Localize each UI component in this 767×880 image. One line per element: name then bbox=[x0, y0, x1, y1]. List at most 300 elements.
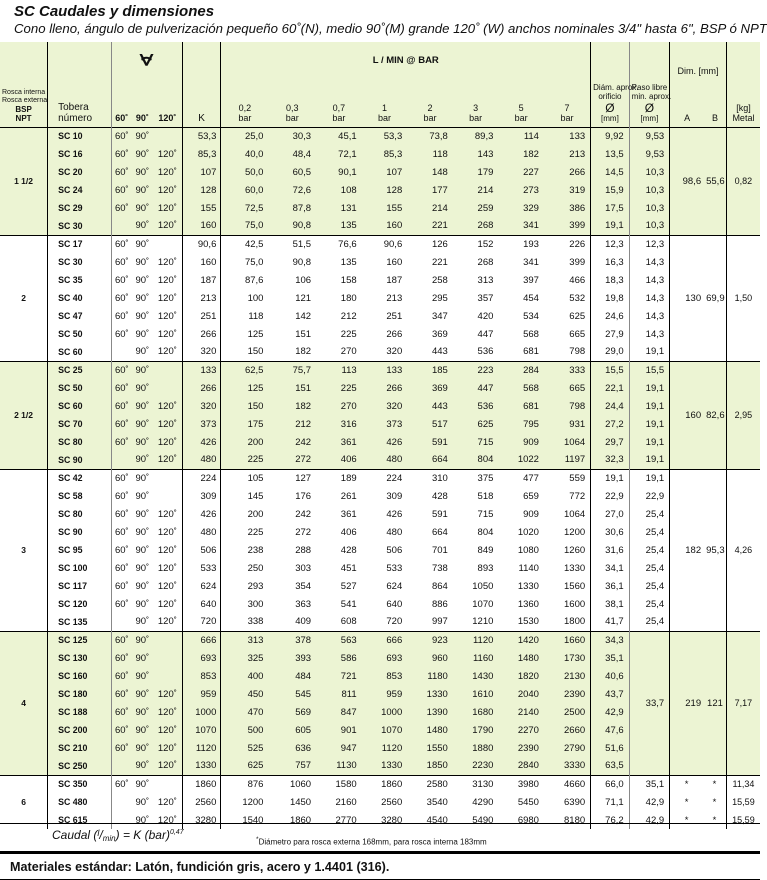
pressure-header: 0,2 bar bbox=[238, 102, 252, 123]
flow-2bar: 4540 bbox=[426, 814, 448, 826]
flow-1bar: 693 bbox=[362, 649, 408, 667]
flow-0-3bar: 182 bbox=[268, 397, 316, 415]
flow-0-3bar: 90,8 bbox=[268, 217, 316, 235]
table-row bbox=[0, 469, 760, 487]
flow-0-2bar: 450 bbox=[221, 685, 269, 703]
flow-0-2bar: 500 bbox=[221, 721, 269, 739]
orifice-diameter: 27,0 bbox=[591, 505, 630, 523]
flow-7bar: 532 bbox=[544, 289, 591, 307]
thread-header bbox=[0, 42, 48, 127]
angle-60: 60˚ bbox=[111, 523, 131, 541]
angle-90: 90˚ bbox=[135, 580, 150, 592]
k-value: 426 bbox=[182, 505, 221, 523]
orifice-diameter: 18,3 bbox=[591, 271, 630, 289]
nozzle-number: SC 30 bbox=[58, 257, 83, 267]
k-header: K bbox=[182, 42, 221, 127]
dim-b: * bbox=[704, 811, 726, 829]
dim-a: 182 bbox=[685, 544, 702, 556]
free-passage: 22,9 bbox=[629, 487, 670, 505]
flow-0-7bar: 1130 bbox=[316, 757, 362, 775]
flow-3bar: 447 bbox=[477, 328, 494, 340]
nozzle-number: SC 250 bbox=[48, 757, 112, 775]
angle-60: 60˚ bbox=[111, 253, 131, 271]
weight: 15,59 bbox=[732, 797, 755, 807]
dim-a: 130 bbox=[685, 292, 702, 304]
angle-60 bbox=[111, 451, 131, 469]
angle-120: 120˚ bbox=[153, 757, 182, 775]
free-passage: 19,1 bbox=[629, 415, 670, 433]
flow-5bar: 397 bbox=[523, 274, 539, 286]
flow-5bar: 1330 bbox=[517, 580, 539, 592]
nozzle-number: SC 210 bbox=[48, 739, 112, 757]
flow-3bar: 893 bbox=[477, 562, 494, 574]
flow-0-7bar: 541 bbox=[340, 598, 357, 610]
flow-1bar: 155 bbox=[362, 199, 408, 217]
flow-7bar: 1197 bbox=[544, 451, 591, 469]
size-group bbox=[0, 631, 760, 775]
diam-label-2: orificio bbox=[598, 91, 622, 101]
free-passage: 19,1 bbox=[629, 379, 670, 397]
angle-120 bbox=[153, 775, 182, 793]
orifice-diameter: 43,7 bbox=[591, 685, 630, 703]
flow-3bar: 2230 bbox=[453, 757, 499, 775]
angle-90: 90˚ bbox=[135, 526, 150, 538]
orifice-diameter: 29,7 bbox=[591, 433, 630, 451]
angle-60: 60˚ bbox=[111, 307, 131, 325]
flow-3bar: 420 bbox=[477, 310, 494, 322]
nozzle-number: SC 95 bbox=[58, 545, 83, 555]
angle-90: 90˚ bbox=[132, 181, 153, 199]
k-value: 85,3 bbox=[182, 145, 221, 163]
flow-5bar: 568 bbox=[498, 379, 544, 397]
flow-3bar: 447 bbox=[453, 379, 499, 397]
angle-120 bbox=[153, 631, 182, 649]
flow-0-2bar: 525 bbox=[221, 739, 269, 757]
flow-2bar: 1550 bbox=[407, 739, 453, 757]
flow-2bar: 428 bbox=[431, 490, 448, 502]
angle-60: 60˚ bbox=[111, 667, 131, 685]
metal-label: Metal bbox=[732, 112, 755, 123]
flow-0-3bar: 569 bbox=[268, 703, 316, 721]
flow-1bar: 128 bbox=[362, 181, 408, 199]
weight: 0,82 bbox=[726, 127, 760, 235]
angle-90: 90˚ bbox=[135, 346, 150, 358]
table-row bbox=[0, 145, 760, 163]
angle-90: 90˚ bbox=[135, 292, 150, 304]
angle-60: 60˚ bbox=[111, 415, 131, 433]
flow-0-7bar: 406 bbox=[316, 451, 362, 469]
size-group bbox=[0, 469, 760, 631]
k-value: 309 bbox=[182, 487, 221, 505]
flow-0-7bar: 2160 bbox=[335, 796, 357, 808]
flow-5bar: 284 bbox=[498, 361, 544, 379]
angle-120: 120˚ bbox=[153, 163, 182, 181]
flow-5bar: 454 bbox=[523, 292, 539, 304]
weight: 4,26 bbox=[734, 545, 753, 555]
flow-0-2bar: 200 bbox=[221, 433, 269, 451]
flow-1bar: 426 bbox=[362, 433, 408, 451]
flow-2bar: 886 bbox=[431, 598, 448, 610]
flow-5bar: 329 bbox=[498, 199, 544, 217]
flow-0-2bar: 470 bbox=[221, 703, 269, 721]
flow-5bar: 6980 bbox=[517, 814, 539, 826]
flow-0-3bar: 545 bbox=[268, 685, 316, 703]
flow-5bar: 1820 bbox=[498, 667, 544, 685]
angle-120 bbox=[153, 235, 182, 253]
flow-0-2bar: 42,5 bbox=[244, 238, 264, 250]
flow-2bar: 369 bbox=[407, 379, 453, 397]
flow-5bar: 2270 bbox=[498, 721, 544, 739]
angle-90: 90˚ bbox=[135, 328, 150, 340]
flow-0-3bar: 127 bbox=[295, 472, 312, 484]
flow-0-3bar: 409 bbox=[295, 616, 312, 628]
flow-0-7bar: 316 bbox=[316, 415, 362, 433]
angle-120 bbox=[153, 469, 182, 487]
diam-unit: [mm] bbox=[601, 113, 619, 123]
flow-7bar: 333 bbox=[544, 361, 591, 379]
flow-0-3bar: 363 bbox=[295, 598, 312, 610]
table-row bbox=[0, 775, 760, 793]
k-value: 480 bbox=[182, 523, 221, 541]
flow-1bar: 266 bbox=[386, 328, 403, 340]
flow-3bar: 313 bbox=[477, 274, 494, 286]
flow-0-7bar: 45,1 bbox=[316, 127, 362, 145]
flow-0-7bar: 947 bbox=[316, 739, 362, 757]
angle-90: 90˚ bbox=[135, 490, 150, 502]
flow-0-2bar: 50,0 bbox=[221, 163, 269, 181]
flow-7bar: 1330 bbox=[544, 559, 591, 577]
flow-0-2bar: 1200 bbox=[242, 796, 264, 808]
angle-120: 120˚ bbox=[153, 793, 182, 811]
orifice-diameter: 22,1 bbox=[591, 379, 630, 397]
flow-1bar: 480 bbox=[386, 526, 403, 538]
flow-0-2bar: 225 bbox=[221, 451, 269, 469]
free-passage: 10,3 bbox=[629, 181, 670, 199]
k-value: 128 bbox=[182, 181, 221, 199]
flow-3bar: 5490 bbox=[472, 814, 494, 826]
flow-7bar: 1600 bbox=[544, 595, 591, 613]
angle-90: 90˚ bbox=[132, 739, 153, 757]
flow-1bar: 251 bbox=[386, 310, 403, 322]
orifice-diameter: 24,4 bbox=[591, 397, 630, 415]
k-value: 251 bbox=[182, 307, 221, 325]
flow-0-2bar: 200 bbox=[247, 508, 264, 520]
angle-90: 90˚ bbox=[135, 310, 150, 322]
flow-0-7bar: 212 bbox=[340, 310, 357, 322]
angle-120: 120˚ bbox=[153, 217, 182, 235]
table-row bbox=[0, 181, 760, 199]
orifice-diameter: 40,6 bbox=[591, 667, 630, 685]
nozzle-number: SC 117 bbox=[58, 581, 87, 591]
table-row bbox=[0, 433, 760, 451]
angle-60: 60˚ bbox=[111, 577, 131, 595]
dim-a: 160 bbox=[670, 361, 704, 469]
orifice-diameter: 12,3 bbox=[591, 235, 630, 253]
angle-60: 60˚ bbox=[111, 703, 131, 721]
free-passage: 12,3 bbox=[629, 235, 670, 253]
table-row bbox=[0, 631, 760, 649]
flow-0-3bar: 51,5 bbox=[292, 238, 312, 250]
table-row bbox=[0, 217, 760, 235]
k-value: 90,6 bbox=[182, 235, 221, 253]
flow-2bar: 1330 bbox=[407, 685, 453, 703]
flow-1bar: 533 bbox=[386, 562, 403, 574]
thread-size: 2 bbox=[0, 235, 48, 361]
pressure-header: 3 bar bbox=[469, 102, 483, 123]
angle-60: 60˚ bbox=[111, 649, 131, 667]
orifice-diameter: 36,1 bbox=[591, 577, 630, 595]
flow-3bar: 3130 bbox=[472, 778, 494, 790]
table-row bbox=[0, 271, 760, 289]
free-passage: 25,4 bbox=[629, 595, 670, 613]
nozzle-number: SC 35 bbox=[58, 275, 83, 285]
thread-size: 6 bbox=[0, 775, 48, 829]
flow-0-3bar: 636 bbox=[268, 739, 316, 757]
flow-5bar: 1480 bbox=[498, 649, 544, 667]
flow-0-2bar: 238 bbox=[247, 544, 264, 556]
spray-angle-icon: ∢ bbox=[136, 51, 157, 68]
flow-0-2bar: 125 bbox=[247, 328, 264, 340]
angle-60: 60˚ bbox=[111, 541, 131, 559]
angle-120: 120˚ bbox=[153, 577, 182, 595]
flow-1bar: 2560 bbox=[381, 796, 403, 808]
flow-0-7bar: 189 bbox=[340, 472, 357, 484]
k-value: 320 bbox=[182, 397, 221, 415]
flow-7bar: 226 bbox=[544, 235, 591, 253]
angle-60 bbox=[111, 613, 131, 631]
flow-3bar: 1680 bbox=[453, 703, 499, 721]
angle-120: 120˚ bbox=[153, 343, 182, 361]
flow-3bar: 375 bbox=[477, 472, 494, 484]
free-passage: 19,1 bbox=[629, 397, 670, 415]
flow-2bar: 701 bbox=[431, 544, 448, 556]
angle-120: 120˚ bbox=[153, 721, 182, 739]
flow-5bar: 1022 bbox=[498, 451, 544, 469]
flow-5bar: 341 bbox=[523, 256, 539, 268]
nozzle-number: SC 160 bbox=[48, 667, 112, 685]
flow-3bar: 536 bbox=[453, 397, 499, 415]
flow-0-3bar: 272 bbox=[295, 526, 312, 538]
flow-0-2bar: 150 bbox=[221, 397, 269, 415]
flow-5bar: 568 bbox=[523, 328, 539, 340]
angle-60: 60˚ bbox=[111, 469, 131, 487]
flow-7bar: 931 bbox=[544, 415, 591, 433]
angle-90: 90˚ bbox=[132, 667, 153, 685]
flow-7bar: 798 bbox=[544, 397, 591, 415]
flow-2bar: 221 bbox=[407, 217, 453, 235]
flow-7bar: 2790 bbox=[544, 739, 591, 757]
angle-120: 120˚ bbox=[153, 559, 182, 577]
free-passage: 25,4 bbox=[629, 613, 670, 631]
angle-90: 90˚ bbox=[135, 562, 150, 574]
angle-header bbox=[111, 42, 182, 80]
angle-120: 120˚ bbox=[153, 307, 182, 325]
k-value: 373 bbox=[182, 415, 221, 433]
table-row bbox=[0, 289, 760, 307]
flow-0-2bar: 75,0 bbox=[244, 256, 264, 268]
free-passage: 25,4 bbox=[629, 577, 670, 595]
flow-3bar: 1050 bbox=[472, 580, 494, 592]
flow-1bar: 213 bbox=[386, 292, 403, 304]
angle-120: 120˚ bbox=[153, 703, 182, 721]
flow-0-2bar: 1540 bbox=[242, 814, 264, 826]
flow-1bar: 624 bbox=[386, 580, 403, 592]
flow-7bar: 559 bbox=[544, 469, 591, 487]
table-row bbox=[0, 793, 760, 811]
orifice-diameter: 34,1 bbox=[591, 559, 630, 577]
flow-0-3bar: 75,7 bbox=[268, 361, 316, 379]
flow-2bar: 126 bbox=[431, 238, 448, 250]
nozzle-number: SC 58 bbox=[58, 491, 83, 501]
k-value: 853 bbox=[182, 667, 221, 685]
dim-b-header: B bbox=[704, 80, 726, 127]
free-passage: 9,53 bbox=[629, 145, 670, 163]
angle-60: 60˚ bbox=[111, 361, 131, 379]
flow-5bar: 477 bbox=[523, 472, 539, 484]
flow-3bar: 1790 bbox=[453, 721, 499, 739]
flow-2bar: 3540 bbox=[426, 796, 448, 808]
angle-60: 60˚ bbox=[111, 559, 131, 577]
dim-b: 82,6 bbox=[704, 361, 726, 469]
orifice-diameter: 29,0 bbox=[591, 343, 630, 361]
page-subtitle: Cono lleno, ángulo de pulverización pequeño 60˚(N), medio 90˚(M) grande 120˚ (W) anchos nominales 3/4" hasta 6", BSP ó NPT bbox=[14, 21, 767, 36]
free-passage: 14,3 bbox=[629, 253, 670, 271]
nozzle-number: SC 180 bbox=[48, 685, 112, 703]
orifice-diameter: 14,5 bbox=[591, 163, 630, 181]
angle-60: 60˚ bbox=[111, 289, 131, 307]
orifice-diameter: 42,9 bbox=[591, 703, 630, 721]
pressure-header: 5 bar bbox=[514, 102, 528, 123]
flow-0-2bar: 225 bbox=[247, 526, 264, 538]
flow-5bar: 5450 bbox=[517, 796, 539, 808]
flow-2bar: 295 bbox=[431, 292, 448, 304]
table-row bbox=[0, 523, 760, 541]
table-row bbox=[0, 325, 760, 343]
orifice-diameter: 47,6 bbox=[591, 721, 630, 739]
free-passage: 19,1 bbox=[629, 451, 670, 469]
flow-0-7bar: 428 bbox=[340, 544, 357, 556]
flow-1bar: 90,6 bbox=[383, 238, 403, 250]
orifice-diameter: 19,1 bbox=[591, 217, 630, 235]
nozzle-number: SC 40 bbox=[58, 293, 83, 303]
free-passage: 10,3 bbox=[629, 217, 670, 235]
nozzle-number: SC 60 bbox=[48, 397, 112, 415]
flow-7bar: 466 bbox=[544, 271, 591, 289]
flow-0-3bar: 87,8 bbox=[268, 199, 316, 217]
flow-3bar: 804 bbox=[453, 451, 499, 469]
flow-2bar: 214 bbox=[407, 199, 453, 217]
flow-3bar: 1120 bbox=[453, 631, 499, 649]
rosca-externa-label: Rosca externa bbox=[2, 97, 48, 105]
tobera-header bbox=[48, 42, 112, 127]
angle-90: 90˚ bbox=[132, 649, 153, 667]
flow-1bar: 133 bbox=[362, 361, 408, 379]
flow-2bar: 258 bbox=[431, 274, 448, 286]
flow-7bar: 386 bbox=[544, 199, 591, 217]
tobera-label: Tobera bbox=[58, 101, 89, 113]
flow-0-2bar: 400 bbox=[221, 667, 269, 685]
flow-0-7bar: 225 bbox=[340, 328, 357, 340]
flow-7bar: 399 bbox=[544, 217, 591, 235]
nozzle-number: SC 90 bbox=[58, 527, 83, 537]
nozzle-number: SC 125 bbox=[48, 631, 112, 649]
flow-0-7bar: 180 bbox=[340, 292, 357, 304]
angle-90: 90˚ bbox=[132, 757, 153, 775]
flow-0-7bar: 90,1 bbox=[316, 163, 362, 181]
flow-3bar: 1210 bbox=[472, 616, 494, 628]
flow-3bar: 1160 bbox=[453, 649, 499, 667]
dim-b: 69,9 bbox=[704, 235, 726, 361]
free-passage: 42,9 bbox=[629, 793, 670, 811]
bsp-label: BSP bbox=[15, 105, 32, 115]
flow-3bar: 259 bbox=[453, 199, 499, 217]
size-group bbox=[0, 775, 760, 829]
nozzle-number: SC 120 bbox=[58, 599, 88, 609]
flow-2bar: 664 bbox=[431, 526, 448, 538]
nozzle-number: SC 80 bbox=[58, 509, 83, 519]
diameter-note: *Diámetro para rosca externa 168mm, para rosca interna 183mm bbox=[256, 836, 487, 847]
flow-3bar: 1880 bbox=[453, 739, 499, 757]
free-passage: 14,3 bbox=[629, 289, 670, 307]
paso-header bbox=[629, 42, 670, 127]
flow-5bar: 3980 bbox=[517, 778, 539, 790]
table-row bbox=[0, 559, 760, 577]
nozzle-number: SC 20 bbox=[48, 163, 112, 181]
flow-table bbox=[0, 42, 760, 829]
pressure-header: 0,7 bar bbox=[332, 102, 346, 123]
nozzle-number: SC 130 bbox=[48, 649, 112, 667]
dim-header: Dim. [mm] bbox=[670, 42, 727, 80]
table-row bbox=[0, 253, 760, 271]
flow-5bar: 227 bbox=[498, 163, 544, 181]
flow-7bar: 3330 bbox=[544, 757, 591, 775]
page-title: SC Caudales y dimensiones bbox=[14, 3, 215, 20]
table-row bbox=[0, 415, 760, 433]
flow-2bar: 591 bbox=[431, 508, 448, 520]
flow-2bar: 347 bbox=[431, 310, 448, 322]
flow-5bar: 2390 bbox=[498, 739, 544, 757]
angle-120: 120˚ bbox=[153, 433, 182, 451]
flow-2bar: 960 bbox=[407, 649, 453, 667]
angle-60: 60˚ bbox=[111, 721, 131, 739]
flow-0-2bar: 175 bbox=[221, 415, 269, 433]
paso-label-1: Paso libre bbox=[631, 82, 668, 92]
angle-120: 120˚ bbox=[153, 199, 182, 217]
orifice-diameter: 27,9 bbox=[591, 325, 630, 343]
angle-90: 90˚ bbox=[135, 544, 150, 556]
angle-120 bbox=[153, 649, 182, 667]
flow-1bar: 1070 bbox=[362, 721, 408, 739]
orifice-diameter: 31,6 bbox=[591, 541, 630, 559]
flow-0-7bar: 270 bbox=[316, 397, 362, 415]
angle-90: 90˚ bbox=[132, 703, 153, 721]
table-row bbox=[0, 307, 760, 325]
flow-0-2bar: 250 bbox=[247, 562, 264, 574]
flow-3bar: 214 bbox=[453, 181, 499, 199]
flow-0-7bar: 527 bbox=[340, 580, 357, 592]
k-value: 224 bbox=[182, 469, 221, 487]
angle-90: 90˚ bbox=[135, 472, 150, 484]
nozzle-number: SC 47 bbox=[58, 311, 83, 321]
flow-3bar: 715 bbox=[453, 433, 499, 451]
angle-60: 60˚ bbox=[111, 397, 131, 415]
flow-7bar: 665 bbox=[544, 379, 591, 397]
free-passage: 25,4 bbox=[629, 559, 670, 577]
angle-60: 60˚ bbox=[111, 199, 131, 217]
flow-5bar: 1080 bbox=[517, 544, 539, 556]
flow-2bar: 591 bbox=[407, 433, 453, 451]
orifice-diameter: 66,0 bbox=[591, 775, 630, 793]
